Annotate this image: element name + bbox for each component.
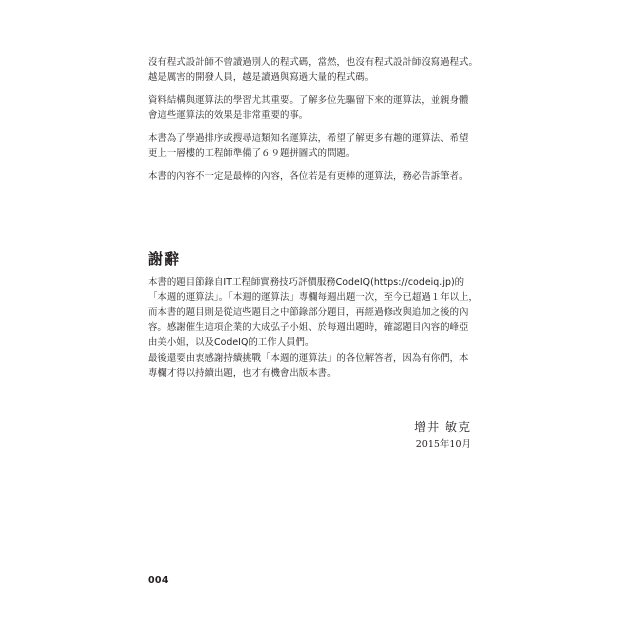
text-line: 本書的內容不一定是最棒的內容，各位若是有更棒的運算法，務必告訴筆者。	[148, 171, 469, 182]
intro-paragraph-1	[148, 55, 478, 85]
text-line: 「本週的運算法」。「本週的運算法」專欄每週出題一次，至今已超過１年以上，	[148, 292, 478, 303]
acknowledgements-heading: 謝辭	[148, 250, 181, 268]
text-line: 而本書的題目則是從這些題目之中節錄部分題目，再經過修改與追加之後的內	[148, 307, 469, 318]
text-line: 最後還要由衷感謝持續挑戰「本週的運算法」的各位解答者，因為有你們，本	[148, 353, 469, 364]
intro-paragraph-4	[148, 169, 473, 184]
text-line: 本書為了學過排序或搜尋這類知名運算法，希望了解更多有趣的運算法、希望	[148, 133, 469, 144]
text-line: 容。感謝催生這項企業的大成弘子小姐、於每週出題時，確認題目內容的峰亞	[148, 322, 469, 333]
author-name: 增井 敏克	[414, 420, 471, 434]
text-line: 越是厲害的開發人員，越是讀過與寫過大量的程式碼。	[148, 72, 375, 83]
intro-paragraph-2	[148, 93, 473, 123]
signature-date: 2015年10月	[415, 439, 471, 450]
text-line: 沒有程式設計師不曾讀過別人的程式碼，當然，也沒有程式設計師沒寫過程式。	[148, 57, 478, 68]
page-number: 004	[148, 575, 169, 586]
acknowledgements-paragraph-2	[148, 351, 473, 381]
text-line: 由美小姐，以及CodeIQ的工作人員們。	[148, 337, 315, 348]
text-line: 更上一層樓的工程師準備了６９題拼圖式的問題。	[148, 148, 356, 159]
acknowledgements-paragraph-1	[148, 275, 478, 350]
intro-paragraph-3	[148, 131, 473, 161]
text-line: 本書的題目節錄自IT工程師實務技巧評價服務CodeIQ(https://codeiq.jp)的	[148, 277, 465, 288]
text-line: 資料結構與運算法的學習尤其重要。了解多位先驅留下來的運算法，並親身體	[148, 95, 469, 106]
text-line: 會這些運算法的效果是非常重要的事。	[148, 110, 309, 121]
text-line: 專欄才得以持續出題，也才有機會出版本書。	[148, 368, 337, 379]
